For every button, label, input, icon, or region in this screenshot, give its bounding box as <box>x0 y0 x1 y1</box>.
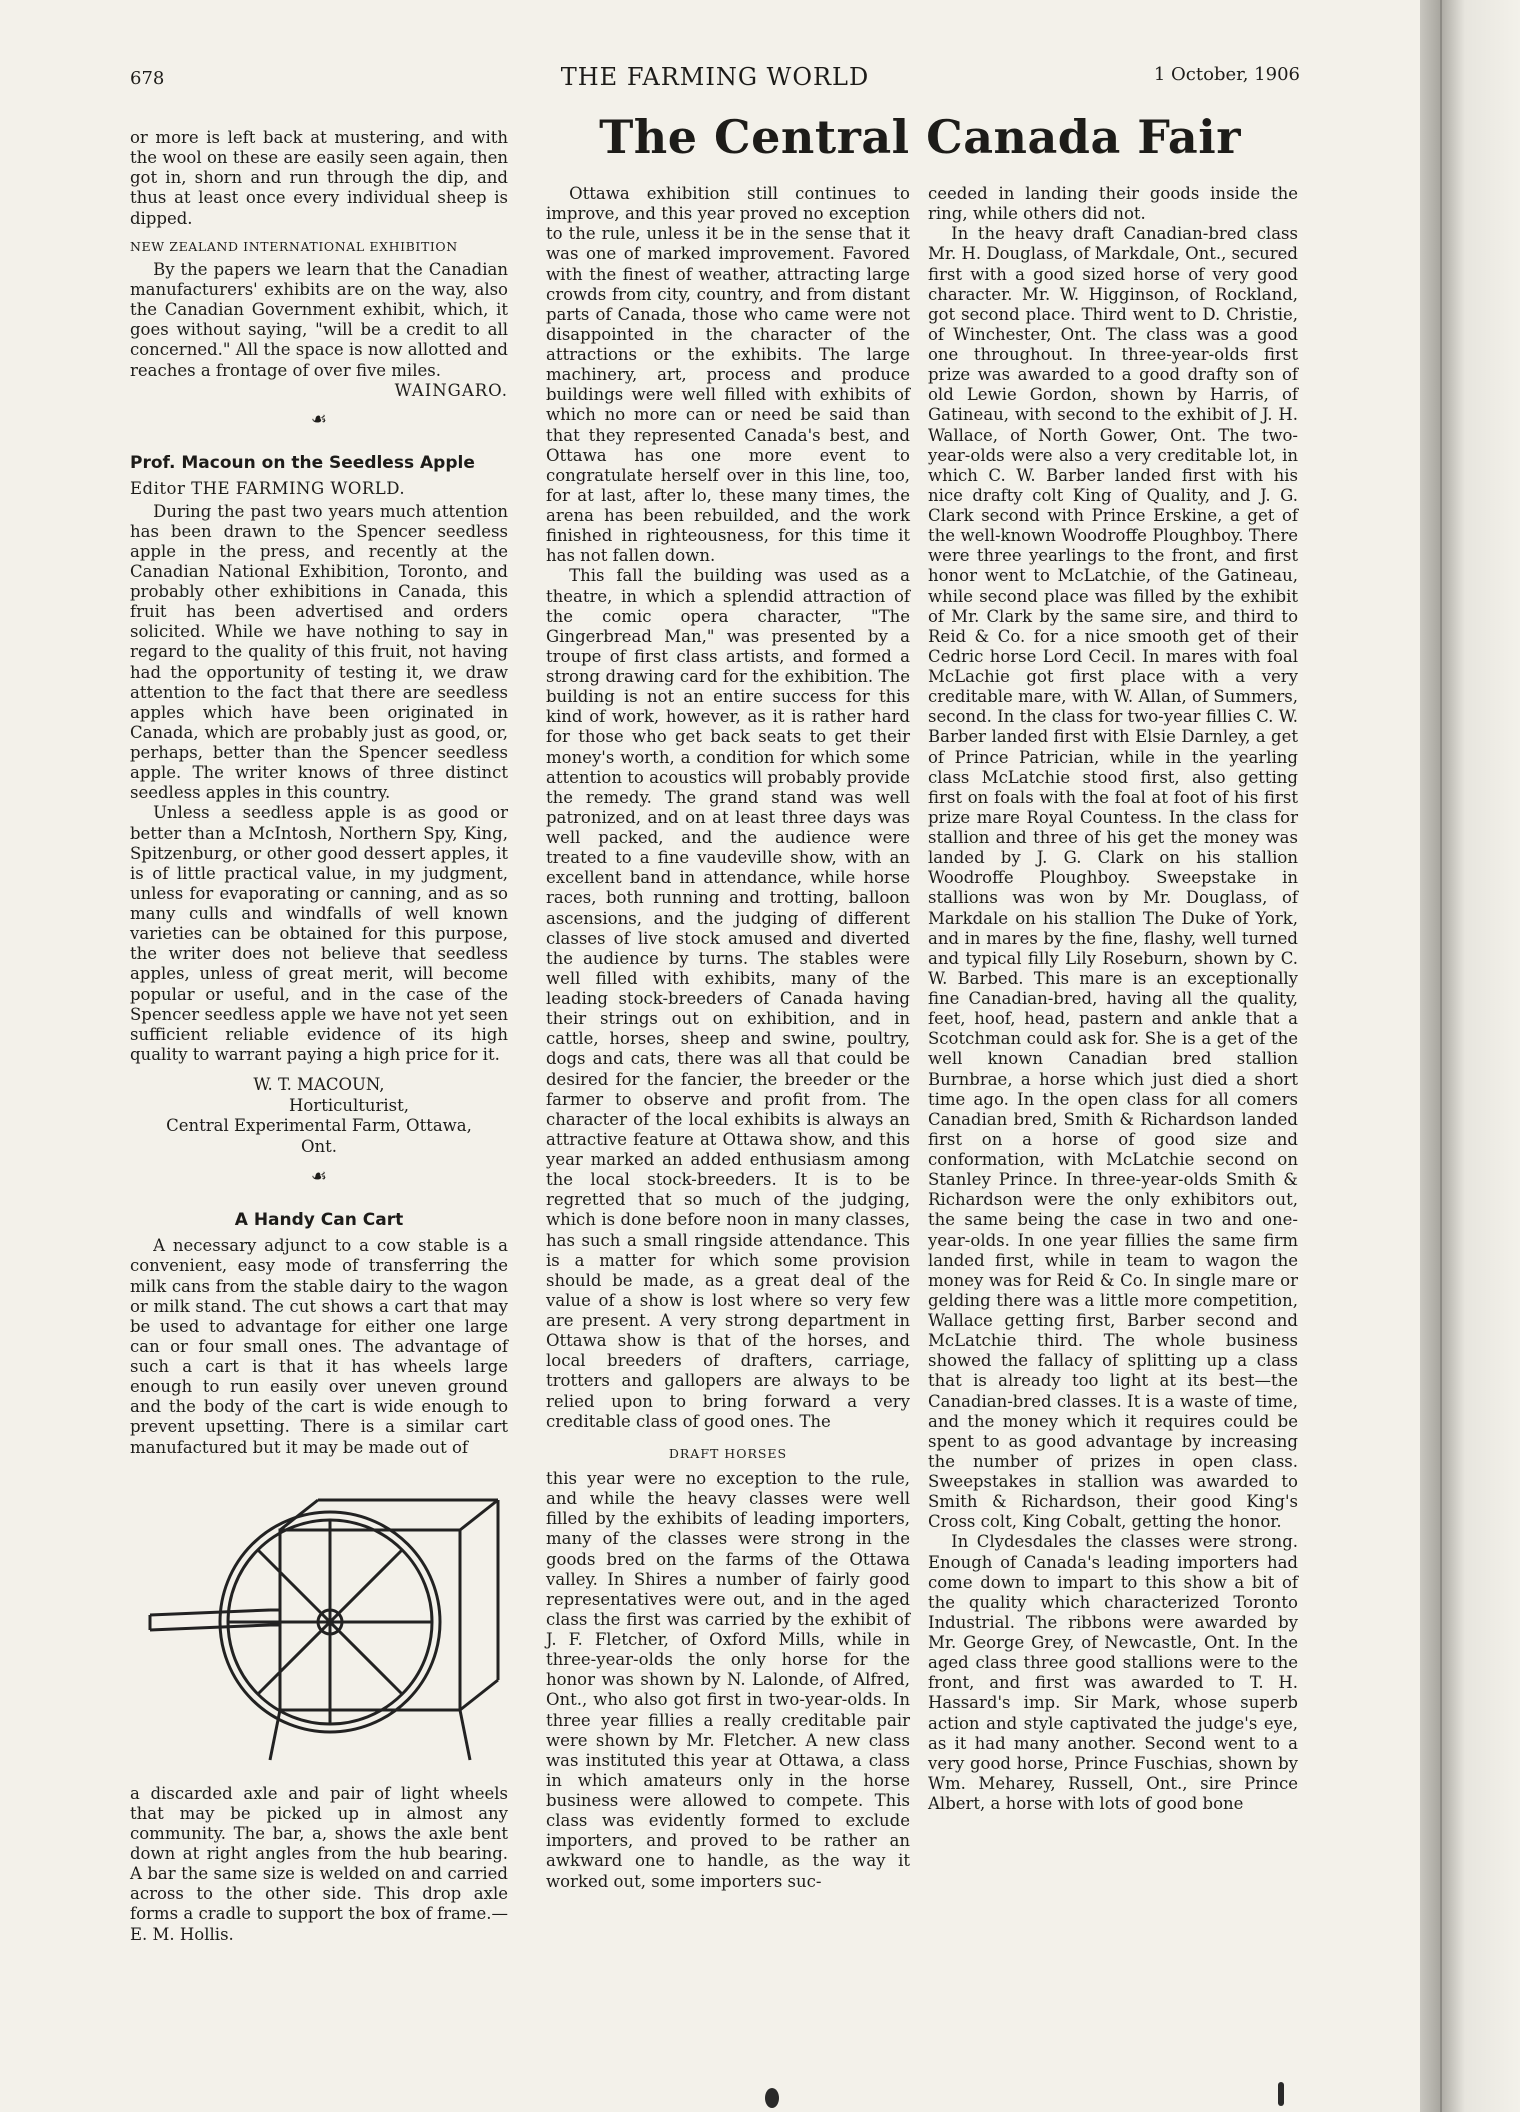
editor-byline: Editor THE FARMING WORLD. <box>130 479 406 499</box>
seedless-apple-heading: Prof. Macoun on the Seedless Apple <box>130 452 475 473</box>
next-page-edge <box>1440 0 1520 2112</box>
can-cart-paragraph-1: A necessary adjunct to a cow stable is a convenient, easy mode of transferring the milk cans from the stable dairy to the wagon or milk stand. The cut shows a cart that may be used to advantage for either one large can or four small ones. The advantage of such a cart is that it has wheels large enough to run easily over uneven ground and the body of the cart is wide enough to prevent upsetting. There is a similar cart manufactured but it may be made out of <box>130 1236 508 1457</box>
apple-paragraph-1: During the past two years much attention has been drawn to the Spencer seedless apple in the press, and recently at the Canadian National Exhibition, Toronto, and probably other exhibitions in Canada, this fruit has been advertised and orders solicited. While we have nothing to say in regard to the quality of this fruit, not having had the opportunity of testing it, we draw attention to the fact that there are seedless apples which have been originated in Canada, which are probably just as good, or, perhaps, better than the Spencer seedless apple. The writer knows of three distinct seedless apples in this country. <box>130 501 508 803</box>
apple-paragraph-2: Unless a seedless apple is as good or better than a McIntosh, Northern Spy, King, Spitzenburg, or other good dessert apples, it is of little practical value, in my judgment, unless for evaporating or canning, and as so many culls and windfalls of well known varieties can be obtained for this purpose, the writer does not believe that seedless apples, unless of great merit, will become popular or useful, and in the case of the Spencer seedless apple we have not yet seen sufficient reliable evidence of its high quality to warrant paying a high price for it. <box>130 803 508 1064</box>
column-3 <box>928 184 1298 1814</box>
can-cart-illustration <box>130 1470 508 1770</box>
can-cart-heading: A Handy Can Cart <box>234 1209 404 1230</box>
fair-paragraph-6: In Clydesdales the classes were strong. Enough of Canada's leading importers had come down to impart to this show a bit of the quality which characterized Toronto Industrial. The ribbons were awarded by Mr. George Grey, of Newcastle, Ont. In the aged class three good stallions were to the front, and first was awarded to T. H. Hassard's imp. Sir Mark, whose superb action and style captivated the judge's eye, as it had many another. Second went to a very good horse, Prince Fuschias, shown by Wm. Meharey, Russell, Ont., sire Prince Albert, a horse with lots of good bone <box>928 1532 1298 1813</box>
cart-drawing <box>130 1470 508 1770</box>
column-1 <box>130 128 508 1945</box>
page-number: 678 <box>130 68 165 89</box>
macoun-signature <box>130 1075 508 1158</box>
print-blot <box>1278 2082 1284 2106</box>
nz-exhibition-paragraph: By the papers we learn that the Canadian manufacturers' exhibits are on the way, also the Canadian Government exhibit, which, it goes without saying, "will be a credit to all concerned." All the space is now allotted and reaches a frontage of over five miles. <box>130 259 508 380</box>
signature-place-ont: Ont. <box>300 1136 338 1156</box>
leaf-dingbat-icon: ☙ <box>310 408 328 430</box>
print-blot <box>765 2088 779 2108</box>
fair-paragraph-3: this year were no exception to the rule, and while the heavy classes were well filled by the exhibits of leading importers, many of the classes were strong in the goods bred on the farms of the Ottawa valley. In Shires a number of fairly good representatives were out, and in the aged class the first was carried by the exhibit of J. F. Fletcher, of Oxford Mills, while in three-year-olds the only horse for the honor was shown by N. Lalonde, of Alfred, Ont., who also got first in two-year-olds. In three year fillies a really creditable pair were shown by Mr. Fletcher. A new class was instituted this year at Ottawa, a class in which amateurs only in the horse business were allowed to compete. This class was evidently formed to exclude importers, and proved to be rather an awkward one to handle, as the way it worked out, some importers suc- <box>546 1469 910 1891</box>
nz-exhibition-heading: NEW ZEALAND INTERNATIONAL EXHIBITION <box>130 238 458 254</box>
fair-paragraph-4: ceeded in landing their goods inside the ring, while others did not. <box>928 184 1298 224</box>
column-2 <box>546 184 910 1892</box>
signature-name: W. T. MACOUN, <box>253 1075 385 1095</box>
fair-paragraph-2: This fall the building was used as a theatre, in which a splendid attraction of the comic opera character, "The Gingerbread Man," was presented by a troupe of first class artists, and formed a strong drawing card for the exhibition. The building is not an entire success for this kind of work, however, as it is rather hard for those who get back seats to get their money's worth, a condition for which some attention to acoustics will probably provide the remedy. The grand stand was well patronized, and on at least three days was well packed, and the audience were treated to a fine vaudeville show, with an excellent band in attendance, while horse races, both running and trotting, balloon ascensions, and the judging of different classes of live stock amused and diverted the audience by turns. The stables were well filled with exhibits, many of the leading stock-breeders of Canada having their strings out on exhibition, and in cattle, horses, sheep and swine, poultry, dogs and cats, there was all that could be desired for the fancier, the breeder or the farmer to observe and profit from. The character of the local exhibits is always an attractive feature at Ottawa show, and this year marked an added enthusiasm among the local stock-breeders. It is to be regretted that so much of the judging, which is done before noon in many classes, has such a small ringside attendance. This is a matter for which some provision should be made, as a great deal of the value of a show is lost where so very few are present. A very strong department in Ottawa show is that of the horses, and local breeders of drafters, carriage, trotters and gallopers are always to be relied upon to bring forward a very creditable class of good ones. The <box>546 566 910 1431</box>
publication-title: THE FARMING WORLD <box>560 63 870 91</box>
draft-horses-heading: DRAFT HORSES <box>668 1445 788 1461</box>
nz-signature: WAINGARO. <box>394 380 508 400</box>
leaf-dingbat-icon: ☙ <box>310 1165 328 1187</box>
fair-paragraph-1: Ottawa exhibition still continues to improve, and this year proved no exception to the rule, unless it be in the sense that it was one of marked improvement. Favored with the finest of weather, attracting large crowds from city, country, and from distant parts of Canada, those who came were not disappointed in the character of the attractions or the exhibits. The large machinery, art, process and produce buildings were well filled with exhibits of which no more can or need be said than that they represented Canada's best, and Ottawa has one more event to congratulate herself over in this line, too, for at last, after lo, these many times, the arena has been rebuilded, and the work finished in righteousness, for this time it has not fallen down. <box>546 184 910 566</box>
fair-paragraph-5: In the heavy draft Canadian-bred class Mr. H. Douglass, of Markdale, Ont., secured first with a good sized horse of very good character. Mr. W. Higginson, of Rockland, got second place. Third went to D. Christie, of Winchester, Ont. The class was a good one throughout. In three-year-olds first prize was awarded to a good drafty son of old Lewie Gordon, shown by Harris, of Gatineau, with second to the exhibit of J. H. Wallace, of North Gower, Ont. The two-year-olds were also a very creditable lot, in which C. W. Barber landed first with his nice drafty colt King of Quality, and J. G. Clark second with Prince Erskine, a get of the well-known Woodroffe Ploughboy. There were three yearlings to the front, and first honor went to McLatchie, of the Gatineau, while second place was filled by the exhibit of Mr. Clark by the same sire, and third to Reid & Co. for a nice smooth get of their Cedric horse Lord Cecil. In mares with foal McLachie got first place with a very creditable mare, with W. Allan, of Summers, second. In the class for two-year fillies C. W. Barber landed first with Elsie Darnley, a get of Prince Patrician, while in the yearling class McLatchie stood first, also getting first on foals with the foal at foot of his first prize mare Royal Countess. In the class for stallion and three of his get the money was landed by J. G. Clark on his stallion Woodroffe Ploughboy. Sweepstake in stallions was won by Mr. Douglass, of Markdale on his stallion The Duke of York, and in mares by the fine, flashy, well turned and typical filly Lily Roseburn, shown by C. W. Barbed. This mare is an exceptionally fine Canadian-bred, having all the quality, feet, hoof, head, pastern and ankle that a Scotchman could ask for. She is a get of the well known Canadian bred stallion Burnbrae, a horse which just died a short time ago. In the open class for all comers Canadian bred, Smith & Richardson landed first on a horse of good size and conformation, with McLatchie second on Stanley Prince. In three-year-olds Smith & Richardson were the only exhibitors out, the same being the case in two and one-year-olds. In one year fillies the same firm landed first, while in team to wagon the money was for Reid & Co. In single mare or gelding there was a little more competition, Wallace getting first, Barber second and McLatchie third. The whole business showed the fallacy of splitting up a class that is already too light at its best—the Canadian-bred classes. It is a waste of time, and the money which it requires could be spent to as good advantage by increasing the number of prizes in open class. Sweepstakes in stallion was awarded to Smith & Richardson, their good King's Cross colt, King Cobalt, getting the honor. <box>928 224 1298 1532</box>
can-cart-paragraph-2: a discarded axle and pair of light wheels that may be picked up in almost any community. The bar, a, shows the axle bent down at right angles from the hub bearing. A bar the same size is welded on and carried across to the other side. This drop axle forms a cradle to support the box of frame.—E. M. Hollis. <box>130 1783 508 1944</box>
article-title: The Central Canada Fair <box>599 110 1241 164</box>
intro-paragraph: or more is left back at mustering, and with the wool on these are easily seen again, then got in, shorn and run through the dip, and thus at least once every individual sheep is dipped. <box>130 128 508 228</box>
signature-title: Horticulturist, <box>288 1095 410 1115</box>
issue-date: 1 October, 1906 <box>1153 64 1300 85</box>
page-header <box>130 60 1300 100</box>
signature-place: Central Experimental Farm, Ottawa, <box>166 1116 472 1136</box>
